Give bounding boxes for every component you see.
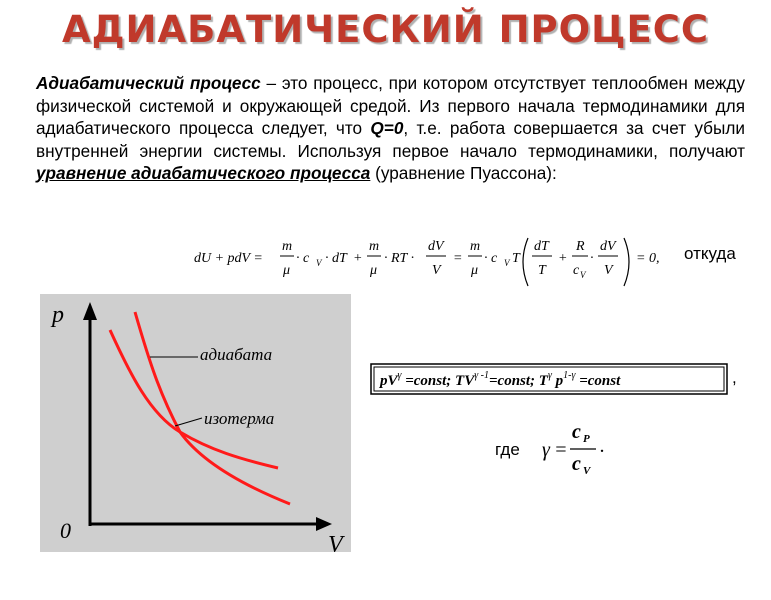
gamma-dot: . [600, 435, 605, 457]
eq-t-2: T [538, 263, 546, 278]
eq-mu-3: μ [471, 263, 479, 278]
eq-cv-2: · c [484, 251, 498, 266]
cv-subscript: V [583, 465, 591, 477]
eq-mu-1: μ [283, 263, 291, 278]
eq-dt-2: dT [534, 239, 549, 254]
eq-m-1: m [282, 239, 293, 254]
adiabat-label: адиабата [200, 345, 273, 364]
eq-cv-sub-3: V [580, 270, 586, 280]
eq-dv-2: dV [600, 239, 616, 254]
isotherm-label: изотерма [204, 409, 275, 428]
eq-m-2: m [369, 239, 380, 254]
eq-m-3: m [470, 239, 481, 254]
eq-tail: = 0, [636, 251, 660, 266]
gamma-definition [540, 418, 620, 480]
eq-dv-1: dV [428, 239, 444, 254]
eq-equals: = [453, 251, 463, 266]
graph-background [40, 294, 351, 552]
eq-mu-2: μ [370, 263, 378, 278]
eq-t: T [512, 251, 520, 266]
p-axis-label: p [52, 302, 64, 328]
otkuda-text: откуда [684, 244, 736, 263]
gamma-symbol: γ [542, 439, 550, 461]
eq-cv-sub-1: V [316, 258, 322, 268]
eq-cv-sub-2: V [504, 258, 510, 268]
q-equals-zero: Q=0 [370, 118, 404, 138]
eq-cv-3: c [573, 263, 580, 278]
eq-r: R [576, 239, 585, 254]
paragraph-part-2: , т.е. работа совершается за счет убыли внутренней энергии системы. Используя первое начало термодинамики, получают [36, 118, 745, 161]
paragraph-part-3: (уравнение Пуассона): [370, 163, 557, 183]
eq-lhs: dU + pdV = [194, 251, 263, 266]
eq-cv-1: · c [296, 251, 310, 266]
main-equation [192, 234, 672, 290]
cp-subscript: P [583, 433, 590, 445]
poisson-formulas: $pV^\gamma$ =const; $TV^{\gamma -1}=const$; $T^\gamma$ $p^{1-\gamma}$ =const [380, 370, 621, 389]
v-axis-label: V [328, 532, 343, 552]
pv-diagram [40, 294, 351, 552]
origin-label: 0 [60, 518, 71, 543]
poisson-equations-box [370, 363, 728, 395]
eq-plus-1: + [353, 251, 363, 266]
gde-text: где [495, 440, 520, 459]
gamma-equals: = [554, 439, 568, 461]
cv-symbol: c [572, 453, 581, 475]
term-adiabatic-process: Адиабатический процесс [36, 73, 261, 93]
cp-symbol: c [572, 421, 581, 443]
eq-v-2: V [604, 263, 613, 278]
definition-paragraph [36, 72, 745, 185]
paren-right [624, 238, 629, 286]
paren-left [523, 238, 528, 286]
eq-plus-2: + [558, 251, 568, 266]
comma: , [732, 368, 737, 387]
eq-v-1: V [432, 263, 441, 278]
slide-title: АДИАБАТИЧЕСКИЙ ПРОЦЕСС [61, 8, 710, 51]
paragraph-part-1: – это процесс, при котором отсутствует теплообмен между физической системой и окружающей средой. Из первого начала термодинамики для адиабатического процесса следует, что [36, 73, 745, 138]
eq-dot: · [590, 251, 594, 266]
equation-name: уравнение адиабатического процесса [36, 163, 371, 183]
eq-dt-1: · dT [325, 251, 347, 266]
eq-rt: · RT · [384, 251, 415, 266]
